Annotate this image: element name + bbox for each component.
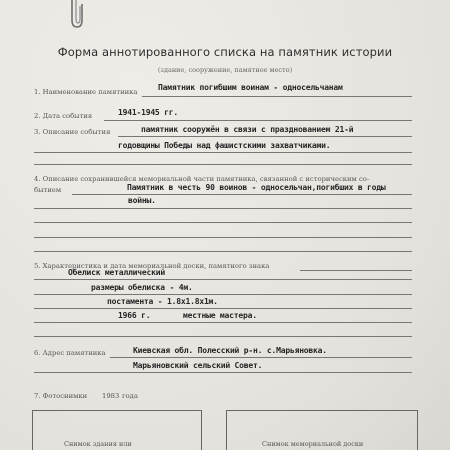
field-4-line-4 — [34, 237, 412, 238]
field-5-value-line1: Обелиск металлический — [68, 268, 165, 277]
field-4-value-line2: войны. — [128, 196, 156, 205]
field-3-value-line1: памятник сооружён в связи с празднованием 21-й — [141, 125, 354, 134]
field-1-line — [142, 96, 412, 97]
field-4-label-line1: 4. Описание сохранившейся мемориальной части памятника, связанной с историческим со- — [34, 175, 370, 183]
field-2-line — [104, 120, 412, 121]
field-7-suffix: года — [122, 392, 138, 400]
form-title: Форма аннотированного списка на памятник истории — [57, 45, 393, 59]
field-3-label: 3. Описание события — [34, 128, 111, 136]
field-5-line-1 — [34, 279, 412, 280]
field-5-line-5 — [34, 336, 412, 337]
photo-box-right-caption: Снимок мемориальной доски — [262, 440, 364, 448]
form-subtitle: (здание, сооружение, памятное место) — [157, 66, 293, 74]
field-5-line-0 — [300, 270, 412, 271]
field-2-value: 1941-1945 гг. — [118, 108, 179, 117]
field-6-value-line2: Марьяновский сельский Совет. — [133, 361, 263, 370]
field-5-line-2 — [34, 294, 412, 295]
field-7-year: 1983 — [102, 392, 120, 400]
field-4-label-line2: бытием — [34, 186, 62, 194]
field-3-line-2 — [34, 152, 412, 153]
field-3-line-1 — [118, 136, 412, 137]
field-5-value-line4: 1966 г. — [118, 311, 151, 320]
field-3-line-3 — [34, 164, 412, 165]
field-5-value-line2: размеры обелиска - 4м. — [91, 283, 193, 292]
field-5-value-line4b: местные мастера. — [183, 311, 257, 320]
field-1-value: Памятник погибшим воинам - односельчанам — [158, 83, 343, 92]
field-4-value-line1: Памятник в честь 90 воинов - односельчан,погибших в годы — [127, 183, 386, 192]
field-5-label: 5. Характеристика и дата мемориальной доски, памятного знака — [34, 262, 270, 270]
field-4-line-3 — [34, 222, 412, 223]
field-3-value-line2: годовщины Победы над фашистскими захватчиками. — [118, 141, 331, 150]
field-6-line-2 — [34, 372, 412, 373]
field-4-line-1 — [72, 194, 412, 195]
field-6-line-1 — [110, 357, 412, 358]
field-6-value-line1: Киевская обл. Полесский р-н. с.Марьяновка. — [133, 346, 327, 355]
field-4-line-5 — [34, 251, 412, 252]
field-2-label: 2. Дата события — [34, 112, 93, 120]
field-6-label: 6. Адрес памятника — [34, 349, 106, 357]
field-5-value-line3: постамента - 1.8х1.8х1м. — [107, 297, 218, 306]
field-1-label: 1. Наименование памятника — [34, 88, 138, 96]
field-5-line-3 — [34, 308, 412, 309]
photo-box-left-caption: Снимок здания или — [64, 440, 132, 448]
field-7-label: 7. Фотоснимки — [34, 392, 88, 400]
paper-clip-icon — [64, 0, 86, 30]
field-5-line-4 — [34, 322, 412, 323]
field-4-line-2 — [34, 208, 412, 209]
